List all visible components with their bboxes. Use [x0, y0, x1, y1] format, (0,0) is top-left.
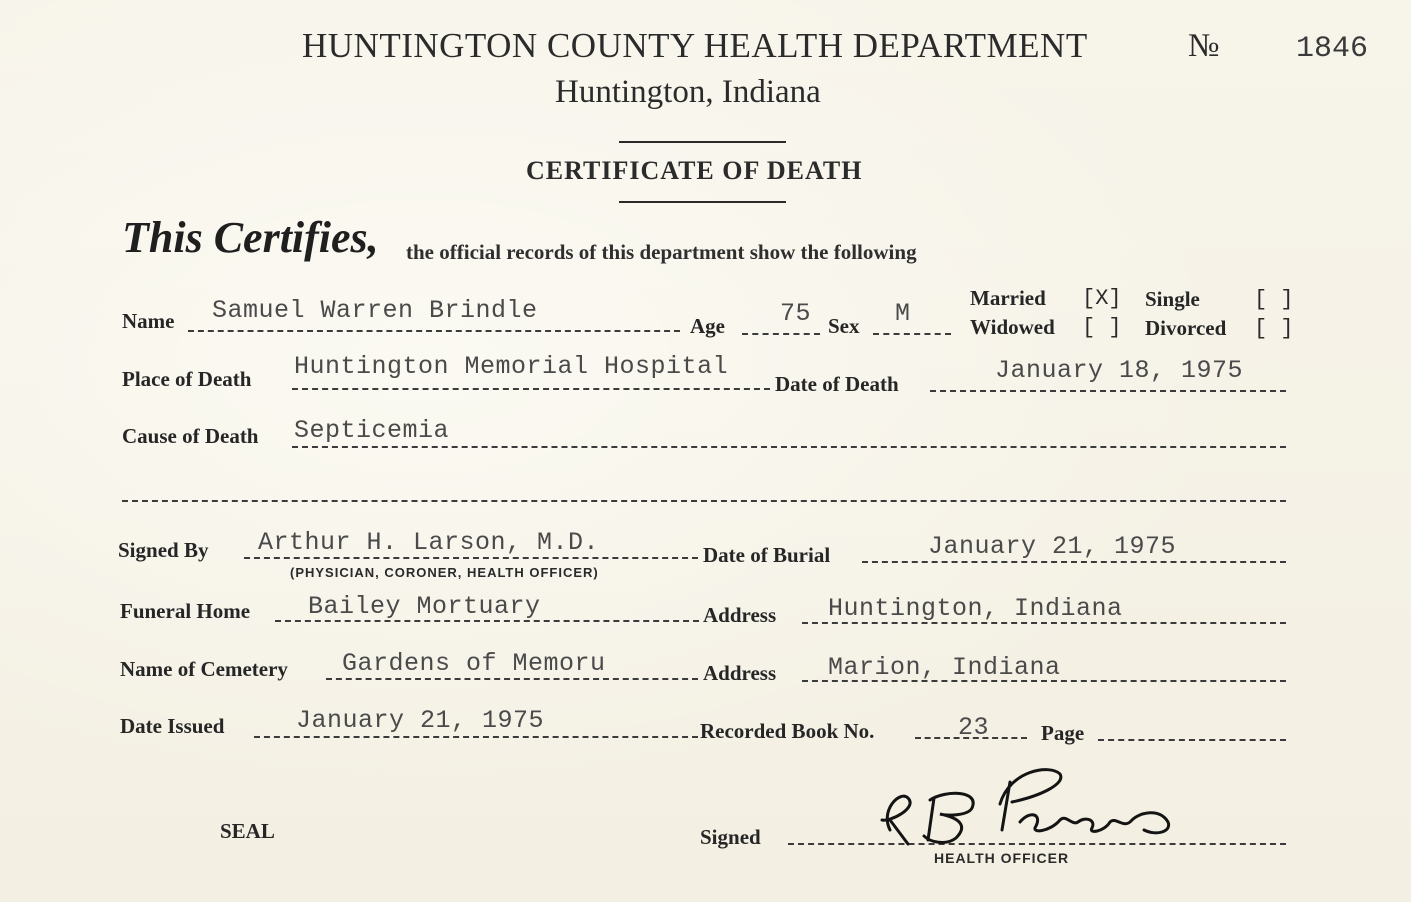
place-of-death-label: Place of Death [122, 367, 252, 391]
date-of-death-label: Date of Death [775, 372, 899, 396]
title-rule-top [619, 141, 786, 143]
signed-label: Signed [700, 825, 761, 849]
signed-by-caption: (PHYSICIAN, CORONER, HEALTH OFFICER) [290, 565, 599, 580]
page-label: Page [1041, 721, 1085, 745]
certificate-number: 1846 [1296, 32, 1369, 66]
title-rule-bottom [619, 201, 786, 203]
funeral-address-value: Huntington, Indiana [828, 594, 1123, 623]
date-of-burial-line [862, 561, 1286, 563]
date-issued-value: January 21, 1975 [296, 706, 545, 735]
this-certifies-heading: This Certifies, [122, 213, 379, 262]
name-line [188, 330, 680, 332]
cemetery-line [326, 678, 698, 680]
name-value: Samuel Warren Brindle [212, 296, 538, 325]
signed-by-line [244, 557, 698, 559]
cemetery-address-value: Marion, Indiana [828, 653, 1061, 682]
certificate-title: CERTIFICATE OF DEATH [526, 156, 863, 185]
funeral-address-label: Address [703, 603, 777, 627]
health-officer-signature [860, 760, 1180, 852]
recorded-book-value: 23 [958, 713, 990, 742]
cause-of-death-line-2 [122, 500, 1286, 502]
date-issued-label: Date Issued [120, 714, 225, 738]
cause-of-death-line [292, 446, 1286, 448]
recorded-book-label: Recorded Book No. [700, 719, 875, 743]
date-of-death-line [930, 390, 1286, 392]
divorced-checkbox: [ ] [1254, 316, 1294, 341]
seal-label: SEAL [220, 819, 275, 843]
date-of-burial-value: January 21, 1975 [928, 532, 1177, 561]
date-of-burial-label: Date of Burial [703, 543, 831, 567]
intro-text: the official records of this department show the following [406, 240, 917, 264]
single-checkbox: [ ] [1254, 287, 1294, 312]
married-label: Married [970, 286, 1046, 310]
sex-value: M [895, 299, 911, 328]
department-title: HUNTINGTON COUNTY HEALTH DEPARTMENT [302, 26, 1088, 65]
funeral-home-label: Funeral Home [120, 599, 251, 623]
date-of-death-value: January 18, 1975 [995, 356, 1244, 385]
signed-by-value: Arthur H. Larson, M.D. [258, 528, 600, 557]
place-of-death-line [292, 388, 770, 390]
cemetery-label: Name of Cemetery [120, 657, 288, 681]
date-issued-line [254, 736, 698, 738]
cause-of-death-label: Cause of Death [122, 424, 259, 448]
cemetery-address-label: Address [703, 661, 777, 685]
age-label: Age [690, 314, 725, 338]
sex-label: Sex [828, 314, 860, 338]
age-line [742, 333, 820, 335]
divorced-label: Divorced [1145, 316, 1227, 340]
name-label: Name [122, 309, 175, 333]
certificate-number-label: № [1188, 28, 1220, 64]
signed-by-label: Signed By [118, 538, 209, 562]
cemetery-value: Gardens of Memoru [342, 649, 606, 678]
widowed-checkbox: [ ] [1082, 315, 1122, 340]
widowed-label: Widowed [970, 315, 1055, 339]
married-checkbox: [X] [1082, 286, 1122, 311]
age-value: 75 [780, 299, 812, 328]
cause-of-death-value: Septicemia [294, 416, 450, 445]
health-officer-caption: HEALTH OFFICER [934, 850, 1070, 866]
sex-line [873, 333, 951, 335]
single-label: Single [1145, 287, 1200, 311]
department-location: Huntington, Indiana [555, 74, 821, 110]
page-line [1098, 739, 1286, 741]
place-of-death-value: Huntington Memorial Hospital [294, 352, 729, 381]
funeral-home-value: Bailey Mortuary [308, 592, 541, 621]
